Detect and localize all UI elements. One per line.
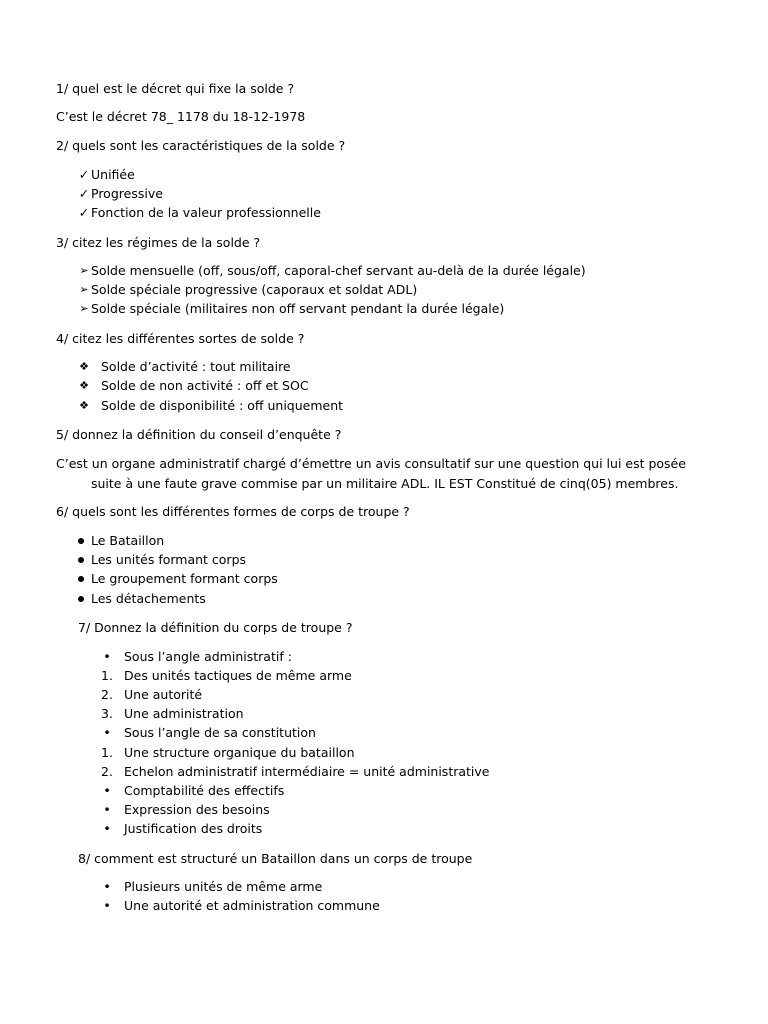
answer-1: C’est le décret 78_ 1178 du 18-12-1978 xyxy=(56,109,306,124)
bullet-icon xyxy=(78,576,84,582)
answer-5-line-2: suite à une faute grave commise par un militaire ADL. IL EST Constitué de cinq(05) membres. xyxy=(91,476,679,491)
bullet-icon xyxy=(78,557,84,563)
arrow-icon: ➢ xyxy=(79,264,89,277)
list-item: Justification des droits xyxy=(124,821,263,836)
check-icon: ✓ xyxy=(78,167,90,182)
bullet-icon xyxy=(78,538,84,544)
list-item: Solde spéciale progressive (caporaux et soldat ADL) xyxy=(91,282,418,297)
check-icon: ✓ xyxy=(78,205,90,220)
list-item: Solde d’activité : tout militaire xyxy=(101,359,291,374)
list-marker: • xyxy=(103,725,111,740)
question-4: 4/ citez les différentes sortes de solde ? xyxy=(56,331,305,346)
list-marker: 3. xyxy=(101,706,113,721)
list-marker: 2. xyxy=(101,764,113,779)
diamond-icon: ❖ xyxy=(79,360,89,373)
bullet-icon: • xyxy=(103,898,111,913)
question-5: 5/ donnez la définition du conseil d’enquête ? xyxy=(56,427,342,442)
question-6: 6/ quels sont les différentes formes de corps de troupe ? xyxy=(56,504,410,519)
list-item: Les détachements xyxy=(91,591,206,606)
list-item: Solde spéciale (militaires non off servant pendant la durée légale) xyxy=(91,301,505,316)
bullet-icon xyxy=(78,596,84,602)
list-item: Comptabilité des effectifs xyxy=(124,783,285,798)
list-item: Le groupement formant corps xyxy=(91,571,278,586)
list-item: Une autorité et administration commune xyxy=(124,898,380,913)
list-item: Solde de disponibilité : off uniquement xyxy=(101,398,344,413)
list-item: Unifiée xyxy=(91,167,135,182)
list-marker: 1. xyxy=(101,745,113,760)
list-item: Sous l’angle administratif : xyxy=(124,649,292,664)
list-marker: • xyxy=(103,821,111,836)
answer-5-line-1: C’est un organe administratif chargé d’émettre un avis consultatif sur une question qui lui est posée xyxy=(56,456,686,471)
list-item: Solde de non activité : off et SOC xyxy=(101,378,309,393)
list-item: Progressive xyxy=(91,186,163,201)
list-marker: • xyxy=(103,802,111,817)
list-item: Echelon administratif intermédiaire = unité administrative xyxy=(124,764,490,779)
list-marker: 2. xyxy=(101,687,113,702)
list-item: Fonction de la valeur professionnelle xyxy=(91,205,321,220)
list-item: Expression des besoins xyxy=(124,802,270,817)
list-marker: 1. xyxy=(101,668,113,683)
list-item: Une structure organique du bataillon xyxy=(124,745,355,760)
list-item: Le Bataillon xyxy=(91,533,165,548)
list-marker: • xyxy=(103,783,111,798)
list-item: Une administration xyxy=(124,706,244,721)
list-item: Une autorité xyxy=(124,687,203,702)
list-item: Solde mensuelle (off, sous/off, caporal-chef servant au-delà de la durée légale) xyxy=(91,263,586,278)
list-item: Sous l’angle de sa constitution xyxy=(124,725,316,740)
list-item: Des unités tactiques de même arme xyxy=(124,668,352,683)
diamond-icon: ❖ xyxy=(79,379,89,392)
question-8: 8/ comment est structuré un Bataillon dans un corps de troupe xyxy=(78,851,473,866)
question-7: 7/ Donnez la définition du corps de troupe ? xyxy=(78,620,353,635)
list-item: Les unités formant corps xyxy=(91,552,247,567)
bullet-icon: • xyxy=(103,879,111,894)
list-item: Plusieurs unités de même arme xyxy=(124,879,323,894)
question-3: 3/ citez les régimes de la solde ? xyxy=(56,235,261,250)
check-icon: ✓ xyxy=(78,186,90,201)
arrow-icon: ➢ xyxy=(79,283,89,296)
question-2: 2/ quels sont les caractéristiques de la solde ? xyxy=(56,138,346,153)
list-marker: • xyxy=(103,649,111,664)
question-1: 1/ quel est le décret qui fixe la solde ? xyxy=(56,81,295,96)
diamond-icon: ❖ xyxy=(79,399,89,412)
arrow-icon: ➢ xyxy=(79,302,89,315)
